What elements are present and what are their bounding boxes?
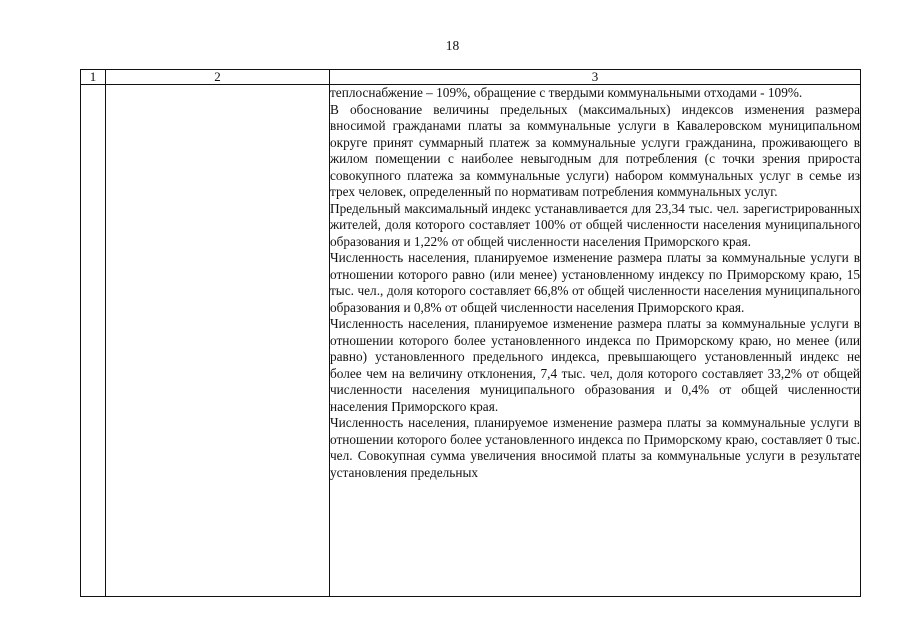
paragraph-heat-supply: теплоснабжение – 109%, обращение с твердыми коммунальными отходами - 109%. [330, 85, 803, 100]
table-header-row [81, 70, 861, 85]
table-row [81, 85, 861, 597]
page-number: 18 [445, 38, 460, 53]
table-cell-col1 [81, 85, 106, 597]
paragraph-population-above-index: Численность населения, планируемое изменение размера платы за коммунальные услуги в отношении которого более установленного индекса по Приморскому краю, но менее (или равно) установленного предельного индекса, превышающего установленный индекс не более чем на величину отклонения, 7,4 тыс. чел, доля которого составляет 33,2% от общей численности населения муниципального образования и 0,4% от общей численности населения Приморского края. [330, 316, 860, 414]
column-header-2: 2 [106, 70, 330, 85]
column-header-3: 3 [330, 70, 861, 85]
table-cell-col2 [106, 85, 330, 597]
column-header-1: 1 [81, 70, 106, 85]
paragraph-population-zero: Численность населения, планируемое изменение размера платы за коммунальные услуги в отношении которого более установленного индекса по Приморскому краю, составляет 0 тыс. чел. Совокупная сумма увеличения вносимой платы за коммунальные услуги в результате установления предельных [330, 415, 860, 480]
paragraph-max-index: Предельный максимальный индекс устанавливается для 23,34 тыс. чел. зарегистрированных жителей, доля которого составляет 100% от общей численности населения муниципального образования и 1,22% от общей численности населения Приморского края. [330, 200, 860, 249]
paragraph-justification: В обоснование величины предельных (максимальных) индексов изменения размера вносимой гражданами платы за коммунальные услуги в Кавалеровском муниципальном округе принят суммарный платеж за коммунальные услуги гражданина, проживающего в жилом помещении с наиболее невыгодным для потребления (с точки зрения прироста совокупного платежа за коммунальные услуги) набором коммунальных услуг в семье из трех человек, определенный по нормативам потребления коммунальных услуг. [330, 101, 860, 199]
document-table [80, 69, 861, 597]
paragraph-population-equal-index: Численность населения, планируемое изменение размера платы за коммунальные услуги в отношении которого равно (или менее) установленному индексу по Приморскому краю, 15 тыс. чел., доля которого составляет 66,8% от общей численности населения муниципального образования и 0,8% от общей численности населения Приморского края. [330, 250, 860, 315]
table-cell-col3 [330, 85, 861, 597]
